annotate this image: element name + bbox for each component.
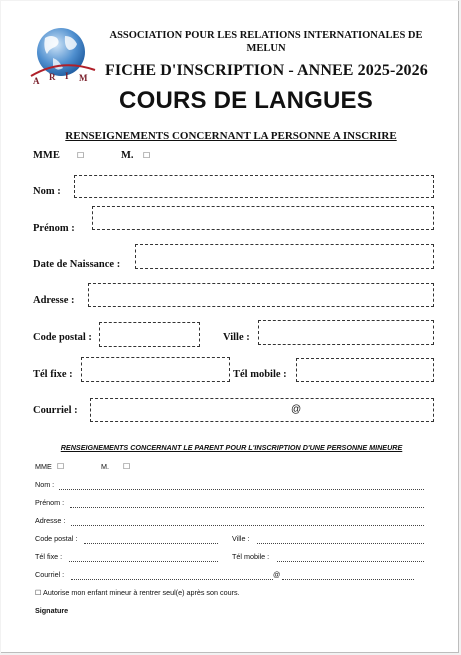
ville-label: Ville : [223, 332, 250, 343]
parent-prenom-label: Prénom : [35, 498, 65, 507]
parent-civility-mme-label: MME [35, 462, 52, 471]
tel-mobile-field[interactable] [296, 358, 434, 382]
parent-courriel-domain-field[interactable] [282, 579, 414, 580]
signature-label: Signature [35, 606, 69, 615]
association-name [101, 29, 431, 55]
parent-civility-mme-checkbox[interactable]: ☐ [57, 462, 65, 471]
svg-text:I: I [65, 71, 69, 81]
date-naissance-field[interactable] [135, 244, 434, 269]
svg-text:R: R [49, 72, 56, 82]
association-line-1: ASSOCIATION POUR LES RELATIONS INTERNATIONALES DE [109, 30, 423, 41]
parent-ville-field[interactable] [257, 543, 424, 544]
adresse-field[interactable] [88, 283, 434, 307]
parent-code-postal-field[interactable] [84, 543, 218, 544]
tel-fixe-label: Tél fixe : [33, 369, 73, 380]
section1-title: RENSEIGNEMENTS CONCERNANT LA PERSONNE A INSCRIRE [65, 130, 397, 142]
parent-tel-mobile-field[interactable] [277, 561, 424, 562]
form-title: FICHE D'INSCRIPTION - ANNEE 2025-2026 [105, 62, 428, 79]
association-line-2: MELUN [246, 43, 286, 54]
date-naissance-label: Date de Naissance : [33, 259, 121, 270]
parent-civility-m-label: M. [101, 462, 109, 471]
parent-adresse-field[interactable] [71, 525, 424, 526]
courriel-field[interactable] [90, 398, 434, 422]
svg-text:M: M [79, 73, 88, 83]
authorization-checkbox-label[interactable]: ☐ Autorise mon enfant mineur à rentrer seul(e) après son cours. [35, 588, 240, 597]
adresse-label: Adresse : [33, 295, 75, 306]
section2-title: RENSEIGNEMENTS CONCERNANT LE PARENT POUR L'INSCRIPTION D'UNE PERSONNE MINEURE [60, 443, 403, 452]
globe-logo-icon [27, 26, 99, 88]
nom-field[interactable] [74, 175, 434, 198]
civility-mme-checkbox[interactable]: ☐ [77, 151, 85, 160]
code-postal-field[interactable] [99, 322, 200, 347]
form-page [1, 1, 459, 653]
parent-nom-field[interactable] [59, 489, 424, 490]
parent-tel-fixe-label: Tél fixe : [35, 552, 63, 561]
parent-civility-m-checkbox[interactable]: ☐ [123, 462, 131, 471]
parent-code-postal-label: Code postal : [35, 534, 78, 543]
civility-m-checkbox[interactable]: ☐ [143, 151, 151, 160]
parent-tel-mobile-label: Tél mobile : [232, 552, 270, 561]
code-postal-label: Code postal : [33, 332, 92, 343]
parent-courriel-at-sign: @ [273, 570, 281, 579]
form-subtitle: COURS DE LANGUES [119, 87, 373, 114]
parent-courriel-field[interactable] [71, 579, 273, 580]
ville-field[interactable] [258, 320, 434, 345]
parent-tel-fixe-field[interactable] [69, 561, 218, 562]
courriel-at-sign: @ [291, 404, 302, 415]
parent-prenom-field[interactable] [70, 507, 424, 508]
prenom-field[interactable] [92, 206, 434, 230]
nom-label: Nom : [33, 186, 61, 197]
parent-courriel-label: Courriel : [35, 570, 65, 579]
prenom-label: Prénom : [33, 223, 75, 234]
svg-text:A: A [33, 76, 40, 86]
courriel-label: Courriel : [33, 405, 78, 416]
civility-mme-label: MME [33, 150, 60, 161]
civility-m-label: M. [121, 150, 134, 161]
tel-fixe-field[interactable] [81, 357, 230, 382]
parent-ville-label: Ville : [232, 534, 250, 543]
parent-nom-label: Nom : [35, 480, 55, 489]
tel-mobile-label: Tél mobile : [233, 369, 287, 380]
parent-adresse-label: Adresse : [35, 516, 66, 525]
